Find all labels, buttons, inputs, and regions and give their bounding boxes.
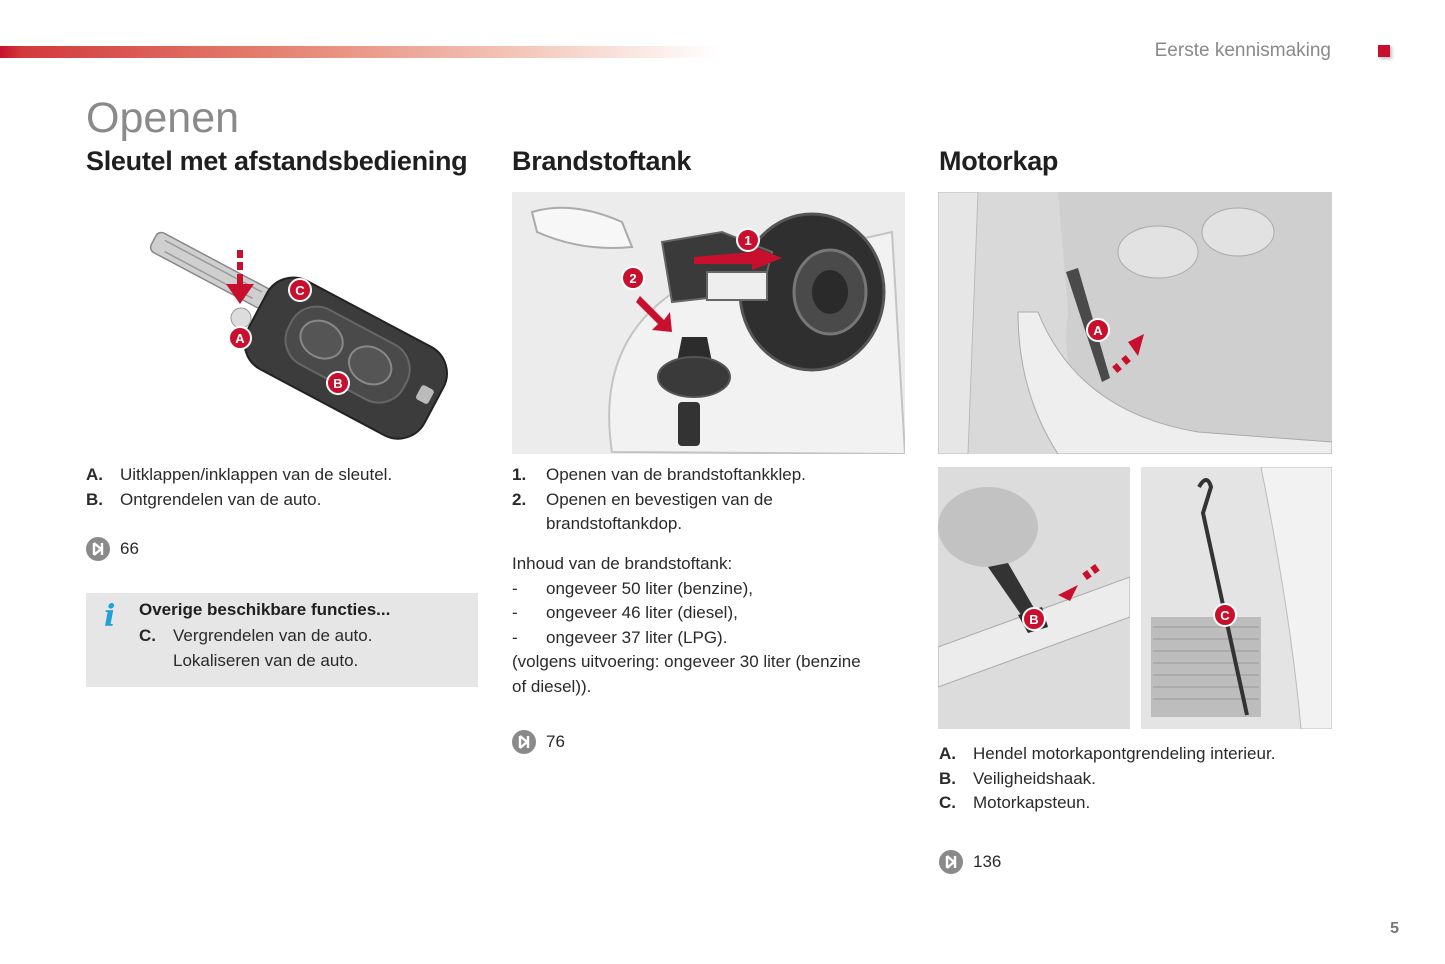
section-marker — [1378, 45, 1390, 57]
list-item: 1. Openen van de brandstoftankklep. — [512, 465, 806, 484]
page-number: 5 — [1390, 920, 1399, 937]
list-item-continuation: brandstoftankdop. — [546, 514, 683, 533]
fuel-page-reference[interactable] — [512, 730, 565, 754]
svg-text:2: 2 — [629, 271, 637, 286]
page-reference-number: 76 — [546, 732, 565, 751]
svg-text:C: C — [1220, 608, 1230, 623]
fuel-section-title: Brandstoftank — [512, 146, 692, 176]
page-reference-icon — [86, 537, 110, 561]
key-callout-c — [289, 279, 311, 301]
list-item: C. Motorkapsteun. — [939, 793, 1091, 812]
svg-text:B: B — [333, 376, 343, 391]
section-label: Eerste kennismaking — [1154, 40, 1331, 61]
key-callout-b — [327, 372, 349, 394]
page-reference-number: 136 — [973, 852, 1002, 871]
page-reference-number: 66 — [120, 539, 139, 558]
hood-page-reference[interactable] — [939, 850, 1001, 874]
hood-section-title: Motorkap — [939, 146, 1059, 176]
svg-text:B: B — [1029, 612, 1039, 627]
hood-support-illustration — [1141, 467, 1332, 729]
info-icon: i — [104, 599, 116, 634]
svg-text:A: A — [1093, 323, 1103, 338]
fuel-callout-2 — [622, 267, 644, 289]
hood-callout-b — [1023, 608, 1045, 630]
hood-callout-a — [1087, 319, 1109, 341]
info-title: Overige beschikbare functies... — [139, 600, 391, 619]
list-item: B. Veiligheidshaak. — [939, 768, 1096, 788]
info-box — [86, 593, 478, 687]
key-item-list — [86, 463, 478, 512]
list-item: A. Hendel motorkapontgrendeling interieur. — [939, 744, 1276, 763]
key-page-reference[interactable] — [86, 537, 139, 561]
fuel-item-list — [512, 463, 905, 537]
hood-item-list — [939, 742, 1339, 816]
svg-text:A: A — [235, 331, 245, 346]
info-item: C. Vergrendelen van de auto. Lokaliseren van de auto. — [139, 626, 373, 670]
svg-text:C: C — [295, 283, 305, 298]
svg-text:1: 1 — [744, 233, 752, 248]
header-accent-bar — [0, 46, 720, 58]
key-callout-a — [229, 327, 251, 349]
fuel-capacity-item: - ongeveer 50 liter (benzine), — [512, 578, 753, 598]
fuel-capacity-block — [512, 552, 905, 699]
fuel-illustration — [512, 192, 905, 454]
fuel-capacity-item: - ongeveer 37 liter (LPG). — [512, 627, 728, 647]
hood-latch-illustration — [938, 467, 1130, 729]
page-title: Openen — [86, 94, 240, 142]
hood-callout-c — [1214, 604, 1236, 626]
fuel-capacity-item: - ongeveer 46 liter (diesel), — [512, 603, 738, 622]
key-section-title: Sleutel met afstandsbediening — [86, 146, 468, 176]
list-item: B. Ontgrendelen van de auto. — [86, 489, 322, 509]
list-item: 2. Openen en bevestigen van de — [512, 489, 773, 509]
fuel-callout-1 — [737, 229, 759, 251]
list-item: A. Uitklappen/inklappen van de sleutel. — [86, 465, 393, 484]
fuel-capacity-note: of diesel)). — [512, 676, 592, 696]
hood-interior-illustration — [938, 192, 1332, 454]
fuel-capacity-intro: Inhoud van de brandstoftank: — [512, 554, 733, 573]
page-reference-icon — [939, 850, 963, 874]
fuel-capacity-note: (volgens uitvoering: ongeveer 30 liter (benzine — [512, 652, 861, 671]
page-reference-icon — [512, 730, 536, 754]
key-illustration — [86, 192, 478, 454]
